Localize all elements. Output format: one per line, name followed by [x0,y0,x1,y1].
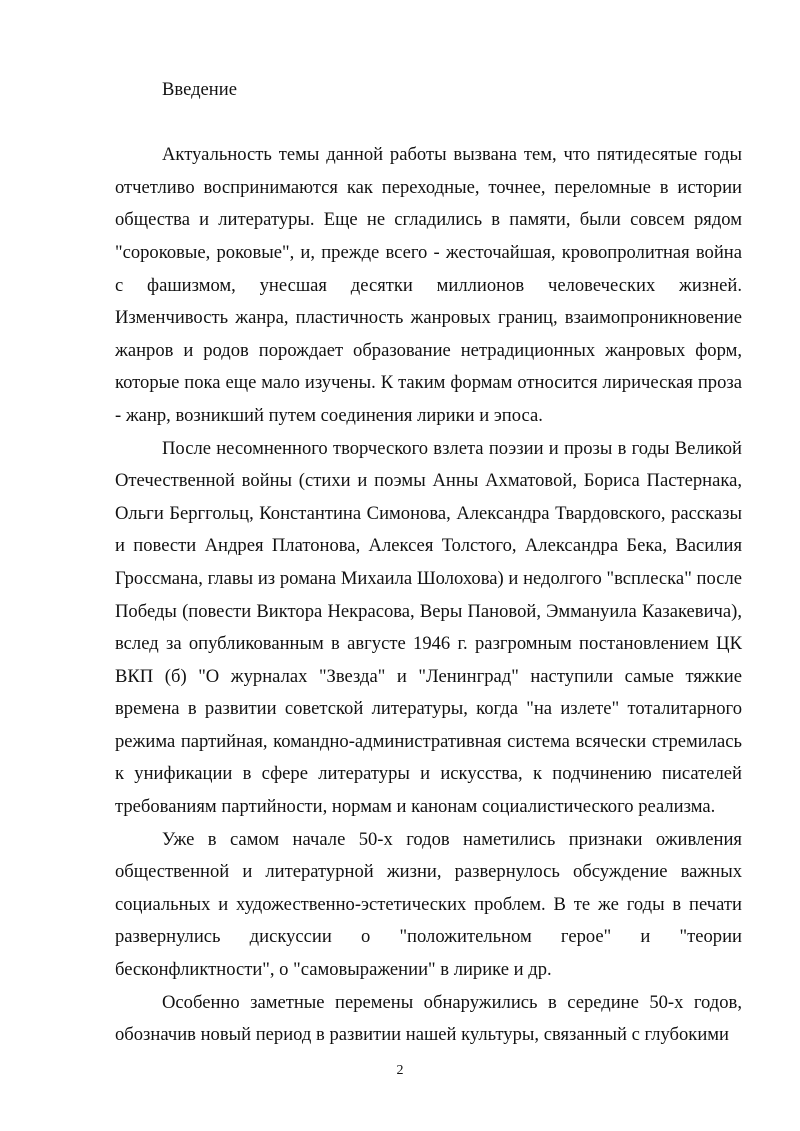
paragraph-1: Актуальность темы данной работы вызвана тем, что пятидесятые годы отчетливо воспринимаются как переходные, точнее, переломные в истории общества и литературы. Еще не сгладились в памяти, были совсем рядом "сороковые, роковые", и, прежде всего - жесточайшая, кровопролитная война с фашизмом, унесшая десятки миллионов человеческих жизней. Изменчивость жанра, пластичность жанровых границ, взаимопроникновение жанров и родов порождает образование нетрадиционных жанровых форм, которые пока еще мало изучены. К таким формам относится лирическая проза - жанр, возникший путем соединения лирики и эпоса. [115,144,742,426]
paragraph-4: Особенно заметные перемены обнаружились в середине 50-х годов, обозначив новый период в развитии нашей культуры, связанный с глубокими [115,991,742,1046]
paragraph-3: Уже в самом начале 50-х годов наметились признаки оживления общественной и литературной жизни, развернулось обсуждение важных социальных и художественно-эстетических проблем. В те же годы в печати развернулись дискуссии о "положительном герое" и "теории бесконфликтности", о "самовыражении" в лирике и др. [115,828,742,981]
section-heading: Введение [162,79,237,100]
document-body [115,74,742,1052]
heading-spacer [115,107,742,140]
paragraph-2: После несомненного творческого взлета поэзии и прозы в годы Великой Отечественной войны (стихи и поэмы Анны Ахматовой, Бориса Пастернака, Ольги Берггольц, Константина Симонова, Александра Твардовского, рассказы и повести Андрея Платонова, Алексея Толстого, Александра Бека, Василия Гроссмана, главы из романа Михаила Шолохова) и недолгого "всплеска" после Победы (повести Виктора Некрасова, Веры Пановой, Эммануила Казакевича), вслед за опубликованным в августе 1946 г. разгромным постановлением ЦК ВКП (б) "О журналах "Звезда" и "Ленинград" наступили самые тяжкие времена в развитии советской литературы, когда "на излете" тоталитарного режима партийная, командно-административная система всячески стремилась к унификации в сфере литературы и искусства, к подчинению писателей требованиям партийности, нормам и канонам социалистического реализма. [115,437,742,818]
page-number: 2 [396,1063,404,1078]
